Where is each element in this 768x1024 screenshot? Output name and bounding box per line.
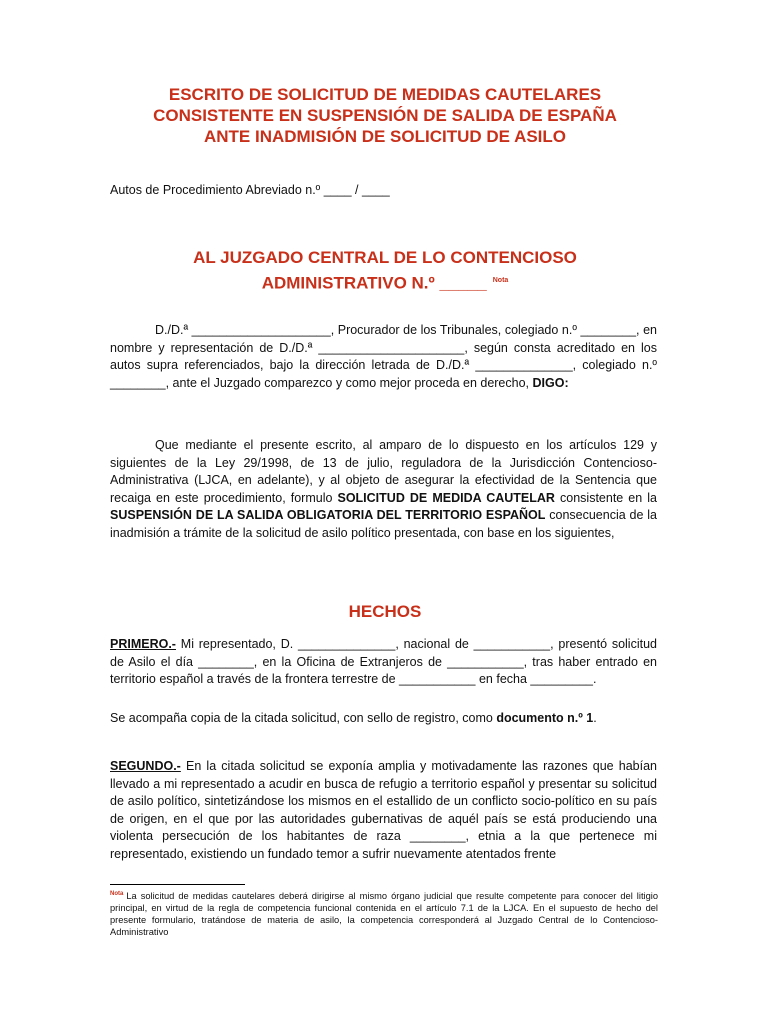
footnote-mark: Nota bbox=[110, 891, 124, 897]
primero-text: Mi representado, D. ______________, nacional de ___________, presentó solicitud de Asilo el día ________, en la Oficina de Extranjeros de ___________, tras haber entrado en territorio español a través de la frontera terrestre de ___________ en fecha _________. bbox=[110, 637, 657, 686]
footnote-text: La solicitud de medidas cautelares deberá dirigirse al mismo órgano judicial que resulte competente para conocer del litigio principal, en virtud de la regla de competencia funcional contenida en el artículo 7.1 de la LJCA. En el supuesto de hecho del presente formulario, tratándose de materia de asilo, la competencia corresponderá al Juzgado Central de lo Contencioso-Administrativo bbox=[110, 891, 658, 938]
document-title bbox=[110, 84, 660, 147]
request-paragraph bbox=[110, 437, 657, 542]
court-line-1: AL JUZGADO CENTRAL DE LO CONTENCIOSO bbox=[193, 248, 577, 267]
footnote bbox=[110, 888, 658, 938]
court-line-2 bbox=[110, 269, 660, 295]
footnote-reference[interactable]: Nota bbox=[492, 277, 509, 284]
court-heading bbox=[110, 246, 660, 295]
segundo-label: SEGUNDO.- bbox=[110, 759, 181, 773]
request-bold-1: SOLICITUD DE MEDIDA CAUTELAR bbox=[337, 490, 555, 505]
segundo-text: En la citada solicitud se exponía amplia y motivadamente las razones que habían llevado a mi representado a acudir en busca de refugio a territorio español y presentar su solicitud de asilo político, sintetizándose los mismos en el estallido de un conflicto socio-político en su país de origen, en el que por las autoridades gubernativas de aquél país se está produciendo una violenta persecución de los habitantes de raza ________, etnia a la que pertenece mi representado, existiendo un fundado temor a sufrir nuevamente atentados frente bbox=[110, 759, 657, 861]
intro-digo: DIGO: bbox=[532, 375, 569, 390]
primero-label: PRIMERO.- bbox=[110, 637, 176, 651]
footnote-separator bbox=[110, 884, 245, 885]
request-part-2: consistente en la bbox=[554, 490, 657, 505]
copy-document-number: documento n.º 1 bbox=[496, 711, 594, 725]
title-line-2: CONSISTENTE EN SUSPENSIÓN DE SALIDA DE ESPAÑA bbox=[153, 106, 617, 125]
intro-text: D./D.ª ____________________, Procurador de los Tribunales, colegiado n.º ________, en nombre y representación de D./D.ª _____________________, según consta acreditado en los autos supra referenciados, bajo la dirección letrada de D./D.ª ______________, colegiado n.º ________, ante el Juzgado comparezco y como mejor proceda en derecho, bbox=[110, 323, 657, 390]
intro-paragraph bbox=[110, 322, 657, 392]
title-line-3: ANTE INADMISIÓN DE SOLICITUD DE ASILO bbox=[203, 127, 567, 146]
request-part-1: Que mediante el presente escrito, al amparo de lo dispuesto en los artículos 129 y siguientes de la Ley 29/1998, de 13 de julio, reguladora de la Jurisdicción Contencioso-Administrativa (LJCA, en adelante), y al objeto de asegurar la efectividad de la Sentencia que recaiga en este procedimiento, formulo bbox=[110, 438, 657, 505]
request-part-3: consecuencia de la inadmisión a trámite de la solicitud de asilo político presentada, con base en los siguientes, bbox=[110, 508, 657, 540]
copy-end: . bbox=[593, 711, 597, 725]
copy-text: Se acompaña copia de la citada solicitud, con sello de registro, como bbox=[110, 711, 497, 725]
request-bold-2: SUSPENSIÓN DE LA SALIDA OBLIGATORIA DEL TERRITORIO ESPAÑOL bbox=[110, 508, 546, 522]
hechos-heading: HECHOS bbox=[348, 602, 422, 621]
court-line-2-text: ADMINISTRATIVO N.º _____ bbox=[261, 273, 487, 293]
autos-reference: Autos de Procedimiento Abreviado n.º ____ / ____ bbox=[110, 183, 390, 197]
primero-paragraph bbox=[110, 636, 657, 689]
segundo-paragraph bbox=[110, 758, 657, 863]
document-copy-line bbox=[110, 710, 657, 728]
title-line-1: ESCRITO DE SOLICITUD DE MEDIDAS CAUTELARES bbox=[168, 85, 602, 104]
